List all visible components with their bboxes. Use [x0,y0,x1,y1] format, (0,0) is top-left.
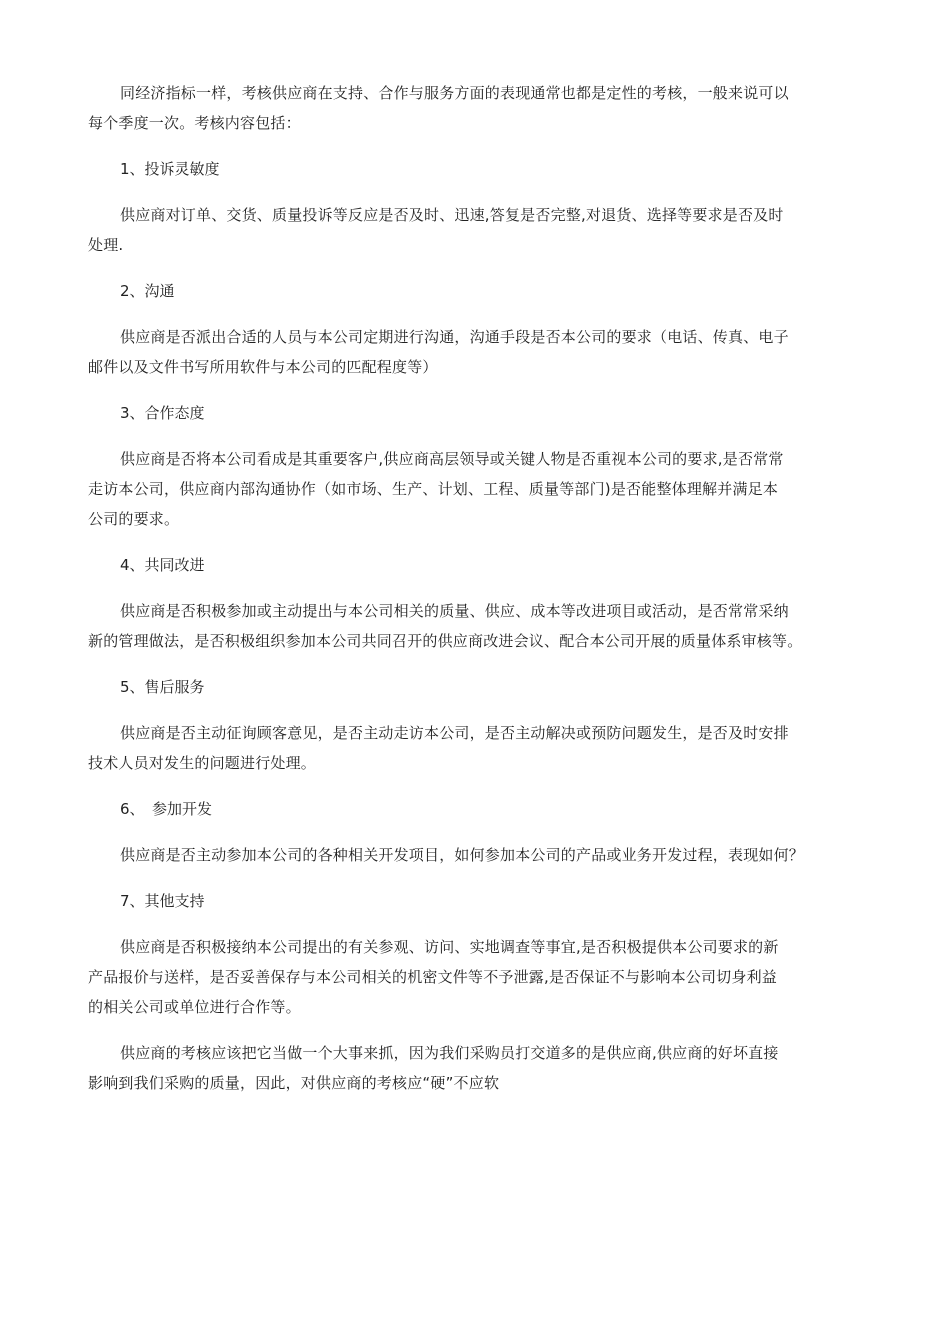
section-heading-complaint-sensitivity: 1、投诉灵敏度 [120,160,220,178]
section-paragraph-other-support [88,932,868,1022]
paragraph-line: 供应商的考核应该把它当做一个大事来抓，因为我们采购员打交道多的是供应商,供应商的好坏直接 [120,1044,779,1062]
paragraph-line: 同经济指标一样，考核供应商在支持、合作与服务方面的表现通常也都是定性的考核，一般来说可以 [120,84,789,102]
section-heading-cooperation-attitude: 3、合作态度 [120,404,205,422]
paragraph-line: 处理. [88,236,124,254]
section-paragraph-communication [88,322,868,382]
paragraph-line: 影响到我们采购的质量，因此，对供应商的考核应“硬”不应软 [88,1074,500,1092]
paragraph-line: 走访本公司，供应商内部沟通协作（如市场、生产、计划、工程、质量等部门)是否能整体理解并满足本 [88,480,779,498]
paragraph-line: 新的管理做法，是否积极组织参加本公司共同召开的供应商改进会议、配合本公司开展的质量体系审核等。 [88,632,803,650]
paragraph-line: 产品报价与送样，是否妥善保存与本公司相关的机密文件等不予泄露,是否保证不与影响本公司切身利益 [88,968,777,986]
section-paragraph-development-participation [88,840,868,870]
paragraph-line: 每个季度一次。考核内容包括： [88,114,301,132]
paragraph-line: 的相关公司或单位进行合作等。 [88,998,301,1016]
paragraph-line: 供应商对订单、交货、质量投诉等反应是否及时、迅速,答复是否完整,对退货、选择等要求是否及时 [120,206,784,224]
section-heading-after-sales-service: 5、售后服务 [120,678,205,696]
document-page [88,78,868,1098]
intro-paragraph [88,78,868,138]
paragraph-line: 供应商是否主动参加本公司的各种相关开发项目，如何参加本公司的产品或业务开发过程，表现如何？ [120,846,805,864]
paragraph-line: 供应商是否派出合适的人员与本公司定期进行沟通，沟通手段是否本公司的要求（电话、传真、电子 [120,328,789,346]
paragraph-line: 公司的要求。 [88,510,180,528]
section-heading-other-support: 7、其他支持 [120,892,205,910]
closing-paragraph [88,1038,868,1098]
paragraph-line: 技术人员对发生的问题进行处理。 [88,754,317,772]
section-heading-joint-improvement: 4、共同改进 [120,556,205,574]
paragraph-line: 供应商是否积极接纳本公司提出的有关参观、访问、实地调查等事宜,是否积极提供本公司要求的新 [120,938,779,956]
paragraph-line: 供应商是否积极参加或主动提出与本公司相关的质量、供应、成本等改进项目或活动，是否常常采纳 [120,602,789,620]
paragraph-line: 供应商是否将本公司看成是其重要客户,供应商高层领导或关键人物是否重视本公司的要求,是否常常 [120,450,784,468]
paragraph-line: 供应商是否主动征询顾客意见，是否主动走访本公司，是否主动解决或预防问题发生，是否及时安排 [120,724,789,742]
section-paragraph-cooperation-attitude [88,444,868,534]
section-heading-communication: 2、沟通 [120,282,175,300]
section-paragraph-joint-improvement [88,596,868,656]
section-paragraph-after-sales-service [88,718,868,778]
section-heading-development-participation: 6、 参加开发 [120,800,213,818]
section-paragraph-complaint-sensitivity [88,200,868,260]
paragraph-line: 邮件以及文件书写所用软件与本公司的匹配程度等） [88,358,438,376]
